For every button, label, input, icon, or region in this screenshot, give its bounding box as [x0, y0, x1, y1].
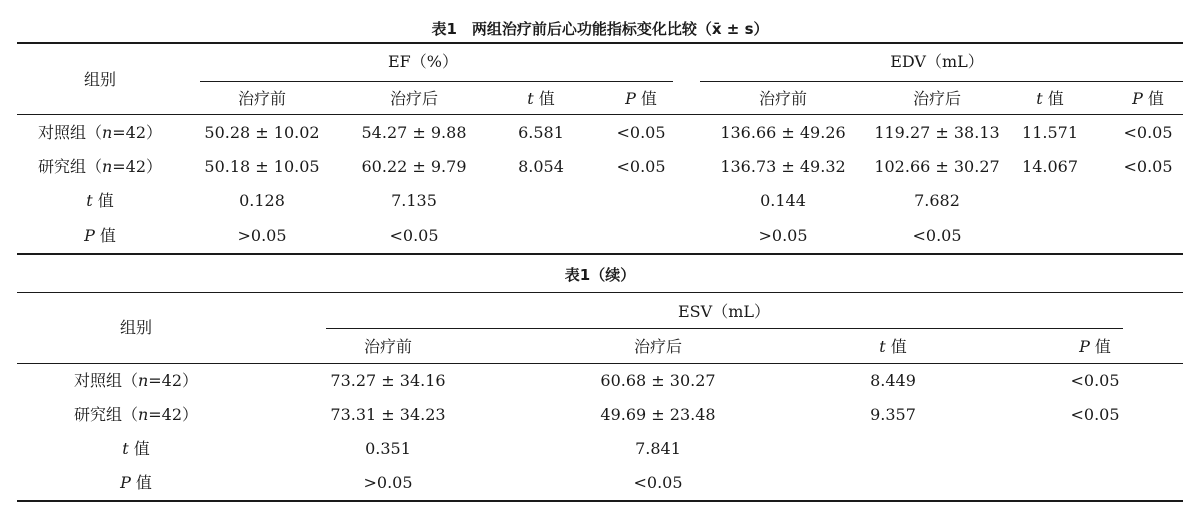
- table1-caption: 表1 两组治疗前后心功能指标变化比较（x̄ ± s）: [431, 20, 769, 38]
- table2-cell: >0.05: [363, 473, 413, 492]
- table1-cell: 14.067: [1022, 157, 1078, 176]
- table2-cell: 0.351: [365, 439, 411, 458]
- table1-cell: 8.054: [518, 157, 564, 176]
- table1-cell: 0.128: [239, 191, 285, 210]
- table1-cell: <0.05: [616, 123, 666, 142]
- table1-cell: 54.27 ± 9.88: [361, 123, 467, 142]
- table1-bottom-rule: [17, 253, 1183, 255]
- table1-subheader-0: 治疗前: [237, 89, 287, 108]
- table1-subheader-5: 治疗后: [912, 89, 962, 108]
- table1-cell: 0.144: [760, 191, 806, 210]
- table1-cell: 11.571: [1022, 123, 1078, 142]
- table2-cell: 73.27 ± 34.16: [330, 371, 446, 390]
- table2-cell: <0.05: [633, 473, 683, 492]
- table1-cell: <0.05: [616, 157, 666, 176]
- table1-subheader-3: P 值: [625, 89, 657, 108]
- table2-row-header: 组别: [119, 318, 153, 337]
- table1-header-rule: [17, 114, 1183, 115]
- table2-header-rule: [17, 363, 1183, 364]
- table1-top-rule: [17, 42, 1183, 44]
- table1-cell: >0.05: [758, 226, 808, 245]
- table2-row-label: 研究组（n=42）: [73, 405, 199, 424]
- table1-subheader-1: 治疗后: [389, 89, 439, 108]
- table2-top-rule: [17, 292, 1183, 293]
- table1-subheader-7: P 值: [1132, 89, 1164, 108]
- table1-cell: 50.28 ± 10.02: [204, 123, 320, 142]
- table1-cell: <0.05: [1123, 157, 1173, 176]
- table1-group-ef: EF（%）: [388, 52, 458, 71]
- table1-cell: <0.05: [1123, 123, 1173, 142]
- table1-cell: 119.27 ± 38.13: [874, 123, 1000, 142]
- table2-subheader-2: t 值: [879, 337, 907, 356]
- table1-ef-rule: [200, 81, 673, 82]
- table1-cell: 7.682: [914, 191, 960, 210]
- table1-row-label: 研究组（n=42）: [37, 157, 163, 176]
- table1-cell: 50.18 ± 10.05: [204, 157, 320, 176]
- table2-cell: 49.69 ± 23.48: [600, 405, 716, 424]
- table2-group-esv: ESV（mL）: [678, 302, 770, 321]
- table1-row-label: t 值: [86, 191, 114, 210]
- table2-subheader-3: P 值: [1079, 337, 1111, 356]
- table1-cell: 7.135: [391, 191, 437, 210]
- table1-cell: 102.66 ± 30.27: [874, 157, 1000, 176]
- table1-cell: <0.05: [389, 226, 439, 245]
- table2-cell: 9.357: [870, 405, 916, 424]
- table1-cell: <0.05: [912, 226, 962, 245]
- table1-row-header: 组别: [83, 70, 117, 89]
- table1-group-edv: EDV（mL）: [890, 52, 984, 71]
- table1-cell: 136.66 ± 49.26: [720, 123, 846, 142]
- table2-caption: 表1（续）: [564, 266, 636, 284]
- table2-row-label: 对照组（n=42）: [73, 371, 199, 390]
- table1-cell: 6.581: [518, 123, 564, 142]
- table1-cell: 60.22 ± 9.79: [361, 157, 467, 176]
- table2-esv-rule: [326, 328, 1123, 329]
- table2-cell: 73.31 ± 34.23: [330, 405, 446, 424]
- table1-edv-rule: [700, 81, 1183, 82]
- table2-cell: <0.05: [1070, 405, 1120, 424]
- table1-row-label: P 值: [84, 226, 116, 245]
- table2-cell: 8.449: [870, 371, 916, 390]
- table1-row-label: 对照组（n=42）: [37, 123, 163, 142]
- table1-cell: >0.05: [237, 226, 287, 245]
- table1-subheader-4: 治疗前: [758, 89, 808, 108]
- table2-cell: 60.68 ± 30.27: [600, 371, 716, 390]
- table2-cell: <0.05: [1070, 371, 1120, 390]
- table2-bottom-rule: [17, 500, 1183, 502]
- table1-subheader-2: t 值: [527, 89, 555, 108]
- table2-subheader-0: 治疗前: [363, 337, 413, 356]
- table2-subheader-1: 治疗后: [633, 337, 683, 356]
- table2-cell: 7.841: [635, 439, 681, 458]
- table1-subheader-6: t 值: [1036, 89, 1064, 108]
- table2-row-label: t 值: [122, 439, 150, 458]
- table1-cell: 136.73 ± 49.32: [720, 157, 846, 176]
- table2-row-label: P 值: [120, 473, 152, 492]
